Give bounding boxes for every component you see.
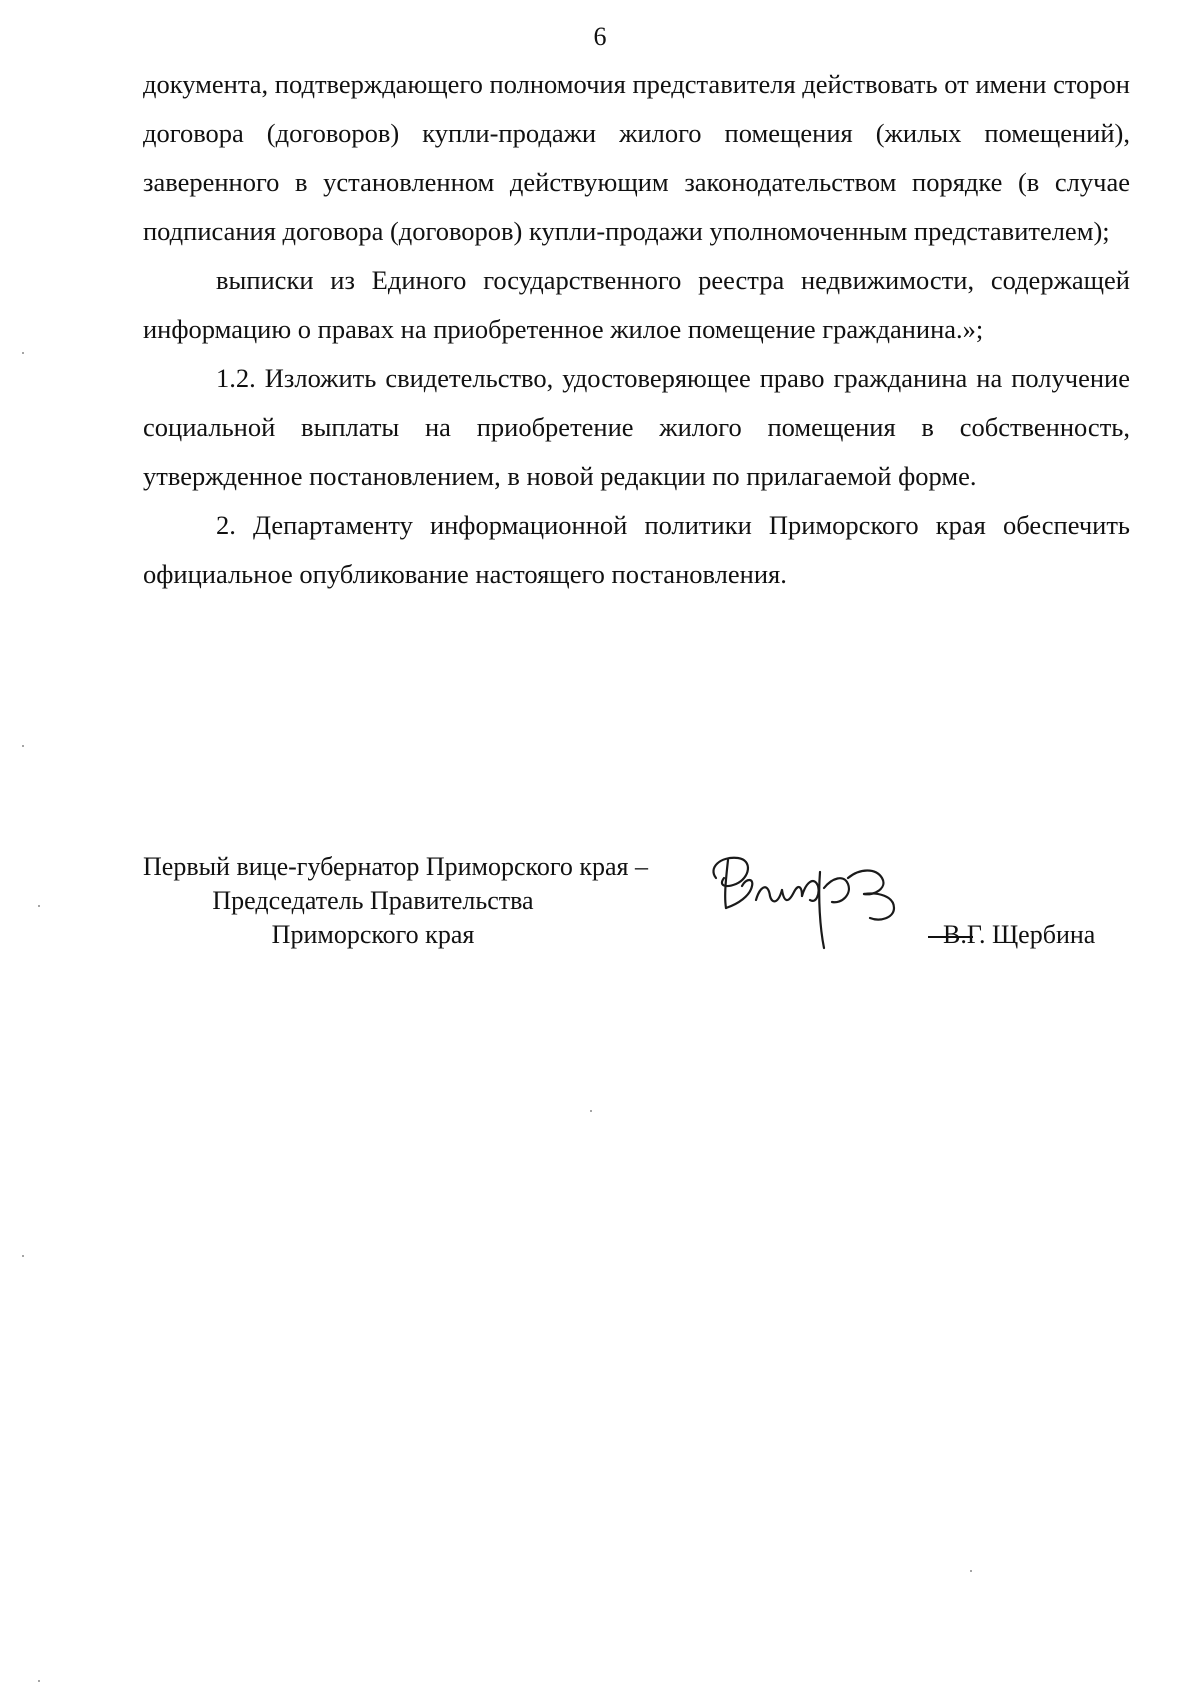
- paragraph-clause-1-2: 1.2. Изложить свидетельство, удостоверяющее право гражданина на получение социальной выплаты на приобретение жилого помещения в собственность, утвержденное постановлением, в новой редакции по прилагаемой форме.: [143, 363, 1130, 491]
- scan-speck: [970, 1570, 972, 1572]
- scan-speck: [38, 1680, 40, 1682]
- signature-block: [143, 850, 1130, 970]
- scan-speck: [38, 905, 40, 907]
- scan-speck: [590, 1110, 592, 1112]
- handwritten-signature: [698, 838, 928, 958]
- signatory-title-line-2: Председатель Правительства: [212, 886, 534, 915]
- document-body: [143, 60, 1130, 599]
- page-number: 6: [593, 22, 607, 51]
- paragraph-document-copy: документа, подтверждающего полномочия представителя действовать от имени сторон договора (договоров) купли-продажи жилого помещения (жилых помещений), заверенного в установленном действующим законодательством порядке (в случае подписания договора (договоров) купли-продажи уполномоченным представителем);: [143, 69, 1130, 246]
- scan-speck: [22, 1255, 24, 1257]
- scan-speck: [22, 745, 24, 747]
- paragraph-registry-extract: выписки из Единого государственного реестра недвижимости, содержащей информацию о правах на приобретенное жилое помещение гражданина.»;: [143, 265, 1130, 344]
- paragraph-clause-2: 2. Департаменту информационной политики Приморского края обеспечить официальное опубликование настоящего постановления.: [143, 510, 1130, 589]
- signatory-title: [143, 850, 743, 952]
- signatory-title-line-1: Первый вице-губернатор Приморского края –: [143, 852, 648, 881]
- scan-speck: [22, 352, 24, 354]
- signatory-title-line-3: Приморского края: [271, 920, 475, 949]
- signer-name: В.Г. Щербина: [943, 920, 1096, 949]
